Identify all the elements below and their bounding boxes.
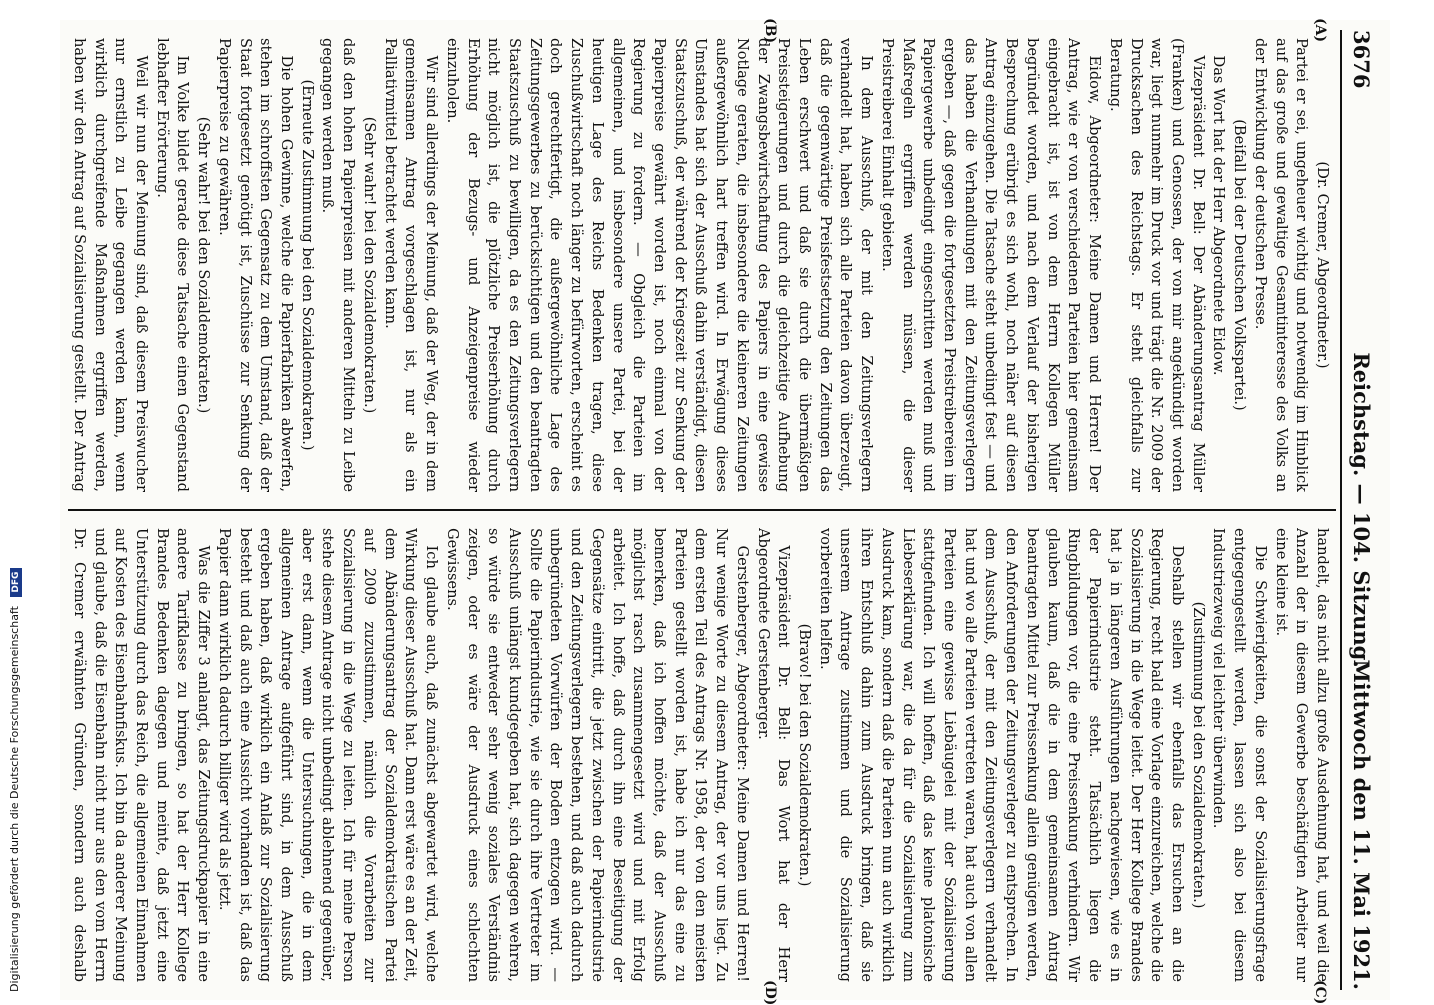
right-column	[70, 528, 1332, 982]
interjection: (Erneute Zustimmung bei den Sozialdemokraten.)	[298, 79, 316, 451]
session-date: Mittwoch den 11. Mai 1921.	[1349, 659, 1374, 990]
left-column	[70, 38, 1332, 492]
paragraph: Weil wir nun der Meinung sind, daß diesem Preiswucher nur ernstlich zu Leibe gegangen werden kann, wenn wirklich durchgreifende Maßnahmen ergriffen werden, haben wir den Antrag auf Sozialisierung gestellt. Der Antrag	[70, 38, 151, 492]
column-divider	[68, 509, 1336, 511]
rotated-page-content	[60, 18, 1390, 1005]
running-title: Reichstag. — 104. Sitzung.	[1349, 352, 1374, 668]
paragraph: Eidow, Abgeordneter: Meine Damen und Herren! Der Antrag, wie er von verschiedenen Parteien hier gemeinsam eingebracht ist, ist von dem Herrn Kollegen Müller begründet worden, und nach dem Verlauf der bisherigen Besprechung erübrigt es sich wohl, noch näher auf diesen Antrag einzugehen. Die Tatsache steht unbedingt fest — und das haben die Verhandlungen mit den Zeitungsverlegern ergeben —, daß gegen die fortgesetzten Preistreibereien im Papiergewerbe unbedingt eingeschritten werden muß und Maßregeln ergriffen werden müssen, die dieser Preistreiberei Einhalt gebieten.	[878, 38, 1104, 492]
scanned-page	[60, 18, 1390, 1005]
paragraph: Die Schwierigkeiten, die sonst der Sozialisierungsfrage entgegengestellt werden, lassen sich also bei diesem Industriezweig viel leichter überwinden.	[1210, 528, 1269, 982]
paragraph: Im Volke bildet gerade diese Tatsache einen Gegenstand lebhafter Erörterung.	[153, 38, 192, 492]
paragraph: Die hohen Gewinne, welche die Papierfabriken abwerfen, stehen im schroffsten Gegensatz zu dem Umstand, daß der Staat fortgesetzt genötigt ist, Zuschüsse zur Senkung der Papierpreise zu gewähren.	[215, 38, 296, 492]
margin-marker-b: (B)	[762, 18, 778, 44]
credit-text: Digitalisierung gefördert durch die Deutsche Forschungsgemeinschaft	[8, 606, 21, 992]
paragraph: Das Wort hat der Herr Abgeordnete Eidow.	[1210, 55, 1228, 376]
paragraph: In dem Ausschuß, der mit den Zeitungsverlegern verhandelt hat, haben sich alle Parteien davon überzeugt, daß die gegenwärtige Preisfestsetzung den Zeitungen das Leben erschwert und daß sie durch die übermäßigen Preissteigerungen und durch die gleichzeitige Aufhebung der Zwangsbewirtschaftung des Papiers in eine gewisse Notlage geraten, die insbesondere die kleineren Zeitungen außergewöhnlich hart treffen wird. In Erwägung dieses Umstandes hat sich der Ausschuß dahin verständigt, diesen Staatszuschuß, der während der Kriegszeit zur Senkung der Papierpreise gewährt worden ist, noch einmal von der Regierung zu fordern. — Obgleich die Parteien im allgemeinen, und insbesondere unsere Partei, bei der heutigen Lage des Reichs Bedenken tragen, diese Zuschußwirtschaft noch länger zu befürworten, erscheint es doch gerechtfertigt, die außergewöhnliche Lage des Zeitungsgewerbes zu berücksichtigen und den beantragten Staatszuschuß zu bewilligen, da es den Zeitungsverlegern nicht möglich ist, die plötzliche Preiserhöhung durch Erhöhung der Bezugs- und Anzeigenpreise wieder einzuholen.	[443, 38, 876, 492]
interjection: (Beifall bei der Deutschen Volkspartei.)	[1231, 119, 1249, 411]
margin-marker-d: (D)	[762, 980, 778, 1005]
paragraph: Partei er sei, ungeheuer wichtig und notwendig im Hinblick auf das große und gewaltige Gesamtinteresse des Volks an der Entwicklung der deutschen Presse.	[1251, 38, 1311, 492]
margin-marker-a: (A)	[1312, 18, 1328, 43]
paragraph: Vizepräsident Dr. Bell: Der Abänderungsantrag Müller (Franken) und Genossen, der von mir angekündigt worden war, liegt nunmehr im Druck vor und trägt die Nr. 2009 der Drucksachen des Reichstags. Er steht gleichfalls zur Beratung.	[1106, 38, 1207, 492]
paragraph: Wir sind allerdings der Meinung, daß der Weg, der in dem gemeinsamen Antrag vorgeschlagen ist, nur als ein Palliativmittel betrachtet werden kann.	[381, 38, 441, 492]
digitization-credit	[8, 12, 28, 992]
paragraph: handelt, das nicht allzu große Ausdehnung hat, und weil die Anzahl der in diesem Gewerbe beschäftigten Arbeiter nur eine kleine ist.	[1272, 528, 1331, 982]
page-header	[1340, 30, 1382, 990]
paragraph: Vizepräsident Dr. Bell: Das Wort hat der Herr Abgeordnete Gerstenberger.	[754, 528, 793, 982]
paragraph: Ich glaube auch, daß zunächst abgewartet wird, welche Wirkung dieser Ausschuß hat. Dann erst wäre es an der Zeit, dem Abänderungsantrag der Sozialdemokratischen Partei auf 2009 zuzustimmen, nämlich die Vorarbeiten zur Sozialisierung in die Wege zu leiten. Ich für meine Person stehe diesem Antrage nicht unbedingt ablehnend gegenüber, aber erst dann, wenn die Untersuchungen, die in dem allgemeinen Antrage aufgeführt sind, in dem Ausschuß ergeben haben, daß wirklich ein Anlaß zur Sozialisierung besteht und daß auch eine Aussicht vorhanden ist, daß das Papier dann wirklich dadurch billiger wird als jetzt.	[215, 528, 441, 982]
paragraph: Gerstenberger, Abgeordneter: Meine Damen und Herren! Nur wenige Worte zu diesem Antrag, der vor uns liegt. Zu dem ersten Teil des Antrags Nr. 1958, der von den meisten Parteien gestellt worden ist, habe ich nur das eine zu bemerken, daß ich hoffen möchte, daß der Ausschuß möglichst rasch zusammengesetzt wird und mit Erfolg arbeitet. Ich hoffe, daß durch ihn eine Beseitigung der Gegensätze eintritt, die jetzt zwischen der Papierindustrie und den Zeitungsverlegern bestehen, und daß auch dadurch unbegründeten Vorwürfen der Boden entzogen wird. — Sollte die Papierindustrie, wie sie durch ihre Vertreter im Ausschuß unlängst kundgegeben hat, sich dagegen wehren, so würde sie entweder sehr wenig soziales Verständnis zeigen, oder es wäre der Ausdruck eines schlechten Gewissens.	[443, 528, 751, 982]
margin-marker-c: (C)	[1312, 980, 1328, 1005]
interjection: (Bravo! bei den Sozialdemokraten.)	[796, 623, 814, 887]
paragraph: daß den hohen Papierpreisen mit anderen Mitteln zu Leibe gegangen werden muß.	[319, 38, 358, 492]
interjection: (Sehr wahr! bei den Sozialdemokraten.)	[195, 116, 213, 414]
page-number: 3676	[1349, 30, 1374, 89]
interjection: (Sehr wahr! bei den Sozialdemokraten.)	[360, 116, 378, 414]
interjection: (Zustimmung bei den Sozialdemokraten.)	[1189, 601, 1207, 909]
paragraph: Was die Ziffer 3 anlangt, das Zeitungsdruckpapier in eine andere Tarifklasse zu bringen, so hat der Herr Kollege Brandes Bedenken dagegen und meinte, daß jetzt eine Unterstützung durch das Reich, die allgemeinen Einnahmen auf Kosten des Eisenbahnfiskus. Ich bin da anderer Meinung und glaube, daß die Eisenbahn nicht nur aus den vom Herrn Dr. Cremer erwähnten Gründen, sondern auch deshalb	[70, 528, 213, 982]
dfg-logo: DFG	[10, 568, 22, 597]
speaker-note: (Dr. Cremer, Abgeordneter.)	[1314, 161, 1331, 369]
paragraph: Deshalb stellen wir ebenfalls das Ersuchen an die Regierung, recht bald eine Vorlage einzureichen, welche die Sozialisierung in die Wege leitet. Der Herr Kollege Brandes hat ja in längeren Ausführungen nachgewiesen, wie es in der Papierindustrie steht. Tatsächlich liegen die Ringbildungen vor, die eine Preissenkung verhindern. Wir glauben kaum, daß die in dem gemeinsamen Antrag beantragten Mittel zur Preissenkung allein genügen werden, den Anforderungen der Zeitungsverleger zu entsprechen. In dem Ausschuß, der mit den Zeitungsverlegern verhandelt hat und wo alle Parteien vertreten waren, hat auch von allen Parteien eine gewisse Liebäugelei mit der Sozialisierung stattgefunden. Ich will hoffen, daß das keine platonische Liebeserklärung war, die da für die Sozialisierung zum Ausdruck kam, sondern daß die Parteien nun auch wirklich ihren Entschluß dahin zum Ausdruck bringen, daß sie unserem Antrage zustimmen und die Sozialisierung vorbereiten helfen.	[816, 528, 1186, 982]
